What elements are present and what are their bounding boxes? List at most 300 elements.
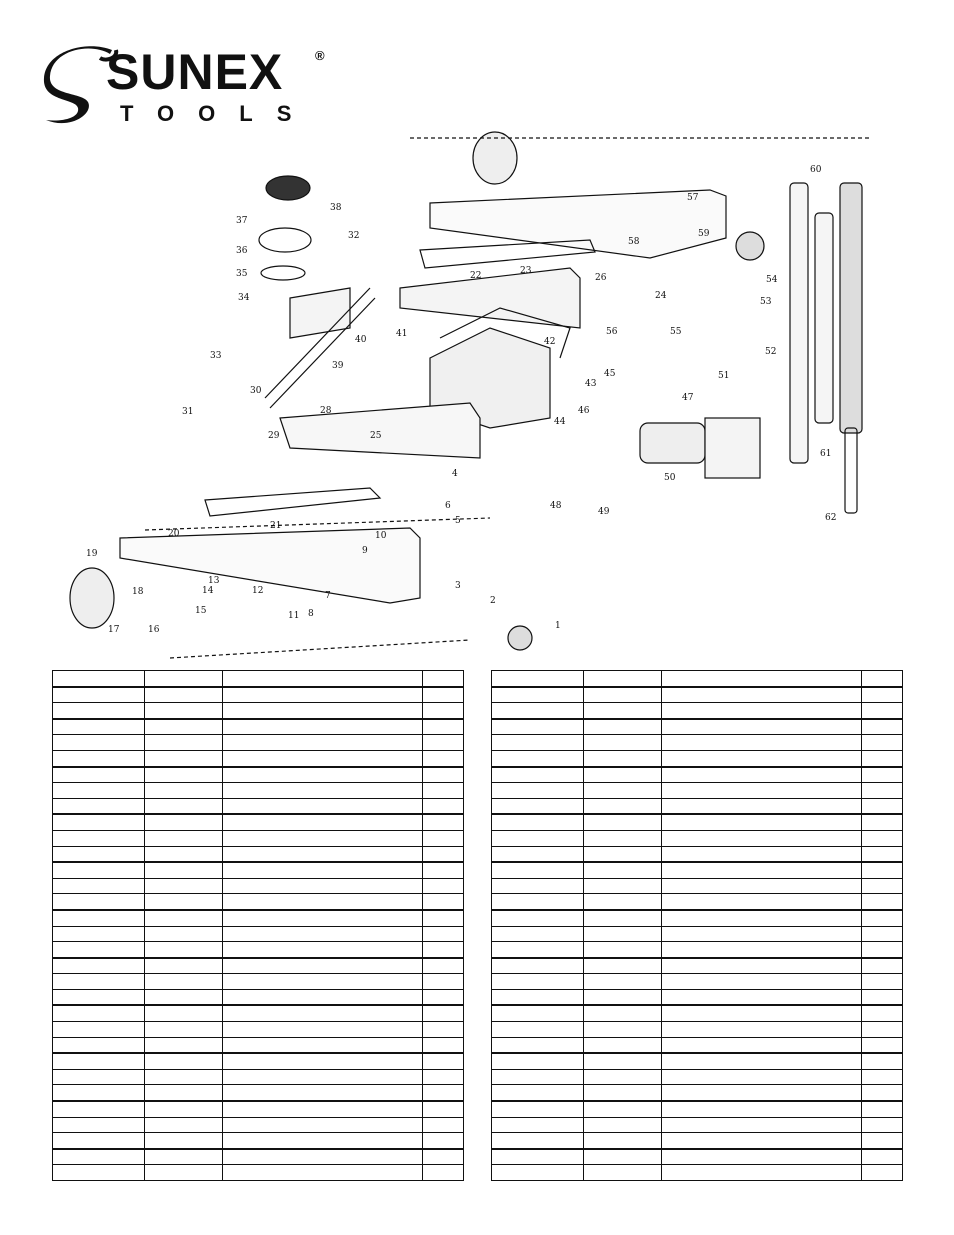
table-cell: [662, 958, 862, 974]
table-cell: [492, 783, 584, 799]
callout-12: 12: [252, 586, 264, 596]
table-cell: [423, 958, 464, 974]
table-row: [53, 1069, 464, 1085]
table-row: [492, 687, 903, 703]
table-row: [492, 671, 903, 687]
callout-51: 51: [718, 371, 730, 381]
table-row: [492, 735, 903, 751]
table-cell: [862, 1165, 903, 1181]
table-cell: [145, 798, 223, 814]
table-cell: [53, 894, 145, 910]
table-cell: [423, 1133, 464, 1149]
table-cell: [492, 974, 584, 990]
table-cell: [423, 846, 464, 862]
table-row: [53, 1085, 464, 1101]
table-cell: [584, 1069, 662, 1085]
table-row: [492, 878, 903, 894]
table-cell: [53, 783, 145, 799]
callout-59: 59: [698, 229, 710, 239]
table-cell: [53, 1037, 145, 1053]
callout-9: 9: [362, 546, 368, 556]
table-cell: [223, 1069, 423, 1085]
callout-57: 57: [687, 193, 699, 203]
table-cell: [145, 1149, 223, 1165]
table-row: [53, 830, 464, 846]
brand-name: SUNEX: [106, 44, 284, 100]
callout-54: 54: [766, 275, 778, 285]
callout-38: 38: [330, 203, 342, 213]
table-row: [53, 735, 464, 751]
table-cell: [423, 862, 464, 878]
table-cell: [492, 719, 584, 735]
table-cell: [423, 719, 464, 735]
table-cell: [492, 703, 584, 719]
callout-10: 10: [375, 531, 387, 541]
table-cell: [53, 1005, 145, 1021]
table-cell: [584, 989, 662, 1005]
table-cell: [862, 687, 903, 703]
table-row: [53, 862, 464, 878]
table-cell: [53, 814, 145, 830]
table-cell: [423, 926, 464, 942]
table-cell: [53, 1085, 145, 1101]
callout-35: 35: [236, 269, 248, 279]
parts-table-right-body: [492, 671, 903, 1181]
table-cell: [662, 1053, 862, 1069]
callout-42: 42: [544, 337, 556, 347]
table-row: [492, 719, 903, 735]
table-row: [53, 1165, 464, 1181]
table-cell: [492, 735, 584, 751]
table-cell: [492, 671, 584, 687]
table-cell: [584, 1149, 662, 1165]
table-cell: [584, 767, 662, 783]
table-row: [53, 1149, 464, 1165]
table-cell: [145, 1069, 223, 1085]
parts-table-right: [491, 670, 903, 1181]
table-cell: [223, 783, 423, 799]
table-cell: [145, 926, 223, 942]
table-row: [53, 926, 464, 942]
table-cell: [223, 814, 423, 830]
table-cell: [862, 719, 903, 735]
table-cell: [145, 703, 223, 719]
table-row: [492, 942, 903, 958]
table-cell: [662, 878, 862, 894]
table-row: [53, 846, 464, 862]
table-cell: [862, 1133, 903, 1149]
table-cell: [53, 798, 145, 814]
table-cell: [145, 974, 223, 990]
table-cell: [423, 1117, 464, 1133]
table-row: [53, 894, 464, 910]
table-row: [492, 1005, 903, 1021]
table-cell: [492, 1005, 584, 1021]
table-cell: [145, 783, 223, 799]
table-cell: [423, 1165, 464, 1181]
table-cell: [862, 783, 903, 799]
table-cell: [423, 910, 464, 926]
table-cell: [662, 1085, 862, 1101]
table-cell: [223, 1101, 423, 1117]
table-cell: [662, 1117, 862, 1133]
table-cell: [862, 926, 903, 942]
callout-14: 14: [202, 586, 214, 596]
callout-47: 47: [682, 393, 694, 403]
table-cell: [584, 814, 662, 830]
table-cell: [53, 1053, 145, 1069]
table-cell: [423, 878, 464, 894]
table-cell: [145, 1101, 223, 1117]
table-row: [53, 974, 464, 990]
table-cell: [223, 894, 423, 910]
table-cell: [53, 1133, 145, 1149]
table-cell: [145, 958, 223, 974]
callout-39: 39: [332, 361, 344, 371]
table-cell: [53, 830, 145, 846]
table-cell: [492, 767, 584, 783]
callout-15: 15: [195, 606, 207, 616]
table-cell: [584, 719, 662, 735]
table-cell: [862, 830, 903, 846]
table-cell: [862, 1085, 903, 1101]
callout-49: 49: [598, 507, 610, 517]
table-cell: [662, 735, 862, 751]
table-cell: [584, 862, 662, 878]
table-cell: [223, 974, 423, 990]
table-row: [53, 878, 464, 894]
table-cell: [662, 846, 862, 862]
table-cell: [53, 719, 145, 735]
callout-37: 37: [236, 216, 248, 226]
table-cell: [223, 1133, 423, 1149]
callout-33: 33: [210, 351, 222, 361]
table-cell: [145, 767, 223, 783]
table-cell: [145, 671, 223, 687]
table-cell: [862, 974, 903, 990]
table-row: [492, 1149, 903, 1165]
callout-29: 29: [268, 431, 280, 441]
table-row: [492, 1069, 903, 1085]
table-cell: [223, 878, 423, 894]
table-cell: [53, 1165, 145, 1181]
table-row: [53, 687, 464, 703]
table-cell: [662, 1133, 862, 1149]
table-cell: [492, 1133, 584, 1149]
table-cell: [584, 1053, 662, 1069]
table-row: [492, 814, 903, 830]
table-row: [53, 798, 464, 814]
diagram-drawing: [50, 128, 900, 660]
table-cell: [53, 703, 145, 719]
table-row: [53, 814, 464, 830]
table-cell: [492, 1053, 584, 1069]
callout-25: 25: [370, 431, 382, 441]
table-cell: [53, 910, 145, 926]
table-cell: [223, 750, 423, 766]
table-cell: [492, 846, 584, 862]
table-cell: [53, 750, 145, 766]
table-cell: [223, 910, 423, 926]
table-cell: [145, 878, 223, 894]
table-cell: [223, 1117, 423, 1133]
table-cell: [492, 1085, 584, 1101]
table-cell: [145, 1037, 223, 1053]
table-cell: [423, 974, 464, 990]
table-row: [53, 783, 464, 799]
exploded-parts-diagram: [50, 128, 900, 660]
table-cell: [223, 735, 423, 751]
table-cell: [862, 703, 903, 719]
table-cell: [423, 814, 464, 830]
table-cell: [145, 735, 223, 751]
table-cell: [223, 1085, 423, 1101]
table-cell: [53, 687, 145, 703]
table-row: [53, 1022, 464, 1038]
table-row: [53, 671, 464, 687]
table-cell: [423, 750, 464, 766]
table-cell: [584, 735, 662, 751]
table-cell: [862, 1101, 903, 1117]
table-cell: [662, 974, 862, 990]
callout-13: 13: [208, 576, 220, 586]
table-cell: [223, 846, 423, 862]
table-cell: [145, 862, 223, 878]
table-cell: [492, 1037, 584, 1053]
table-cell: [662, 910, 862, 926]
table-cell: [223, 862, 423, 878]
table-cell: [53, 989, 145, 1005]
table-cell: [423, 1149, 464, 1165]
table-cell: [862, 910, 903, 926]
table-cell: [584, 974, 662, 990]
table-cell: [145, 687, 223, 703]
table-cell: [662, 783, 862, 799]
table-row: [492, 1022, 903, 1038]
table-cell: [223, 1053, 423, 1069]
callout-8: 8: [308, 609, 314, 619]
callout-6: 6: [445, 501, 451, 511]
callout-23: 23: [520, 266, 532, 276]
table-cell: [492, 926, 584, 942]
callout-44: 44: [554, 417, 566, 427]
table-cell: [223, 767, 423, 783]
table-cell: [862, 750, 903, 766]
table-row: [53, 1053, 464, 1069]
table-cell: [53, 958, 145, 974]
table-cell: [423, 798, 464, 814]
table-row: [53, 1101, 464, 1117]
table-cell: [492, 1069, 584, 1085]
table-cell: [492, 910, 584, 926]
table-cell: [145, 846, 223, 862]
table-cell: [492, 989, 584, 1005]
table-cell: [584, 846, 662, 862]
table-cell: [584, 1165, 662, 1181]
table-cell: [662, 1149, 862, 1165]
table-row: [53, 910, 464, 926]
table-row: [492, 1085, 903, 1101]
callout-5: 5: [455, 516, 461, 526]
table-cell: [862, 942, 903, 958]
table-row: [492, 958, 903, 974]
table-cell: [145, 942, 223, 958]
callout-24: 24: [655, 291, 667, 301]
table-cell: [223, 798, 423, 814]
table-cell: [223, 1022, 423, 1038]
table-cell: [145, 1085, 223, 1101]
table-cell: [862, 1149, 903, 1165]
callout-20: 20: [168, 529, 180, 539]
table-cell: [862, 814, 903, 830]
table-cell: [223, 1037, 423, 1053]
table-cell: [584, 750, 662, 766]
callout-11: 11: [288, 611, 300, 621]
table-cell: [223, 830, 423, 846]
table-row: [492, 862, 903, 878]
callout-53: 53: [760, 297, 772, 307]
table-cell: [53, 1117, 145, 1133]
table-cell: [53, 767, 145, 783]
table-cell: [862, 671, 903, 687]
table-cell: [862, 846, 903, 862]
table-cell: [584, 798, 662, 814]
table-row: [492, 798, 903, 814]
table-row: [53, 942, 464, 958]
table-cell: [862, 798, 903, 814]
table-cell: [584, 1133, 662, 1149]
table-cell: [223, 687, 423, 703]
callout-7: 7: [325, 591, 331, 601]
table-row: [492, 1037, 903, 1053]
table-row: [492, 783, 903, 799]
table-row: [53, 958, 464, 974]
table-cell: [223, 1149, 423, 1165]
table-cell: [662, 798, 862, 814]
table-cell: [662, 1037, 862, 1053]
table-cell: [662, 830, 862, 846]
table-cell: [423, 1053, 464, 1069]
table-cell: [662, 671, 862, 687]
callout-4: 4: [452, 469, 458, 479]
table-row: [492, 846, 903, 862]
callout-18: 18: [132, 587, 144, 597]
table-cell: [223, 989, 423, 1005]
table-cell: [584, 958, 662, 974]
callout-1: 1: [555, 621, 561, 631]
registered-mark: ®: [315, 48, 325, 63]
table-cell: [584, 703, 662, 719]
table-cell: [862, 1022, 903, 1038]
table-cell: [145, 1053, 223, 1069]
table-cell: [223, 703, 423, 719]
callout-46: 46: [578, 406, 590, 416]
table-cell: [662, 703, 862, 719]
table-cell: [145, 750, 223, 766]
table-cell: [223, 926, 423, 942]
table-cell: [862, 958, 903, 974]
table-cell: [584, 671, 662, 687]
callout-2: 2: [490, 596, 496, 606]
table-cell: [584, 942, 662, 958]
table-row: [53, 767, 464, 783]
callout-31: 31: [182, 407, 194, 417]
table-cell: [423, 942, 464, 958]
table-row: [492, 894, 903, 910]
table-cell: [492, 750, 584, 766]
table-cell: [53, 926, 145, 942]
table-cell: [662, 894, 862, 910]
callout-22: 22: [470, 271, 482, 281]
table-cell: [223, 671, 423, 687]
table-cell: [662, 862, 862, 878]
table-cell: [145, 814, 223, 830]
table-cell: [584, 1117, 662, 1133]
table-cell: [492, 814, 584, 830]
table-cell: [492, 798, 584, 814]
table-cell: [662, 1069, 862, 1085]
callout-30: 30: [250, 386, 262, 396]
table-cell: [492, 1117, 584, 1133]
table-cell: [423, 735, 464, 751]
table-cell: [584, 926, 662, 942]
table-cell: [145, 1133, 223, 1149]
table-cell: [492, 1149, 584, 1165]
table-row: [53, 1037, 464, 1053]
table-cell: [662, 767, 862, 783]
table-cell: [223, 942, 423, 958]
table-cell: [862, 1053, 903, 1069]
table-cell: [53, 735, 145, 751]
table-cell: [145, 1117, 223, 1133]
table-cell: [492, 687, 584, 703]
table-cell: [662, 1022, 862, 1038]
callout-56: 56: [606, 327, 618, 337]
table-cell: [53, 862, 145, 878]
table-cell: [492, 1101, 584, 1117]
table-row: [492, 703, 903, 719]
table-cell: [223, 1165, 423, 1181]
table-cell: [662, 719, 862, 735]
table-row: [492, 926, 903, 942]
callout-26: 26: [595, 273, 607, 283]
table-cell: [862, 989, 903, 1005]
table-cell: [53, 1149, 145, 1165]
table-row: [53, 1117, 464, 1133]
table-cell: [223, 958, 423, 974]
parts-table-left: [52, 670, 464, 1181]
table-cell: [662, 1101, 862, 1117]
table-cell: [145, 1022, 223, 1038]
table-row: [492, 1053, 903, 1069]
table-cell: [53, 846, 145, 862]
table-cell: [662, 1005, 862, 1021]
table-row: [492, 989, 903, 1005]
callout-40: 40: [355, 335, 367, 345]
table-cell: [492, 830, 584, 846]
table-cell: [862, 1037, 903, 1053]
callout-62: 62: [825, 513, 837, 523]
callout-36: 36: [236, 246, 248, 256]
table-cell: [423, 1069, 464, 1085]
table-row: [492, 1101, 903, 1117]
table-cell: [145, 1005, 223, 1021]
table-cell: [223, 1005, 423, 1021]
table-cell: [145, 830, 223, 846]
callout-58: 58: [628, 237, 640, 247]
table-cell: [145, 719, 223, 735]
table-cell: [584, 687, 662, 703]
